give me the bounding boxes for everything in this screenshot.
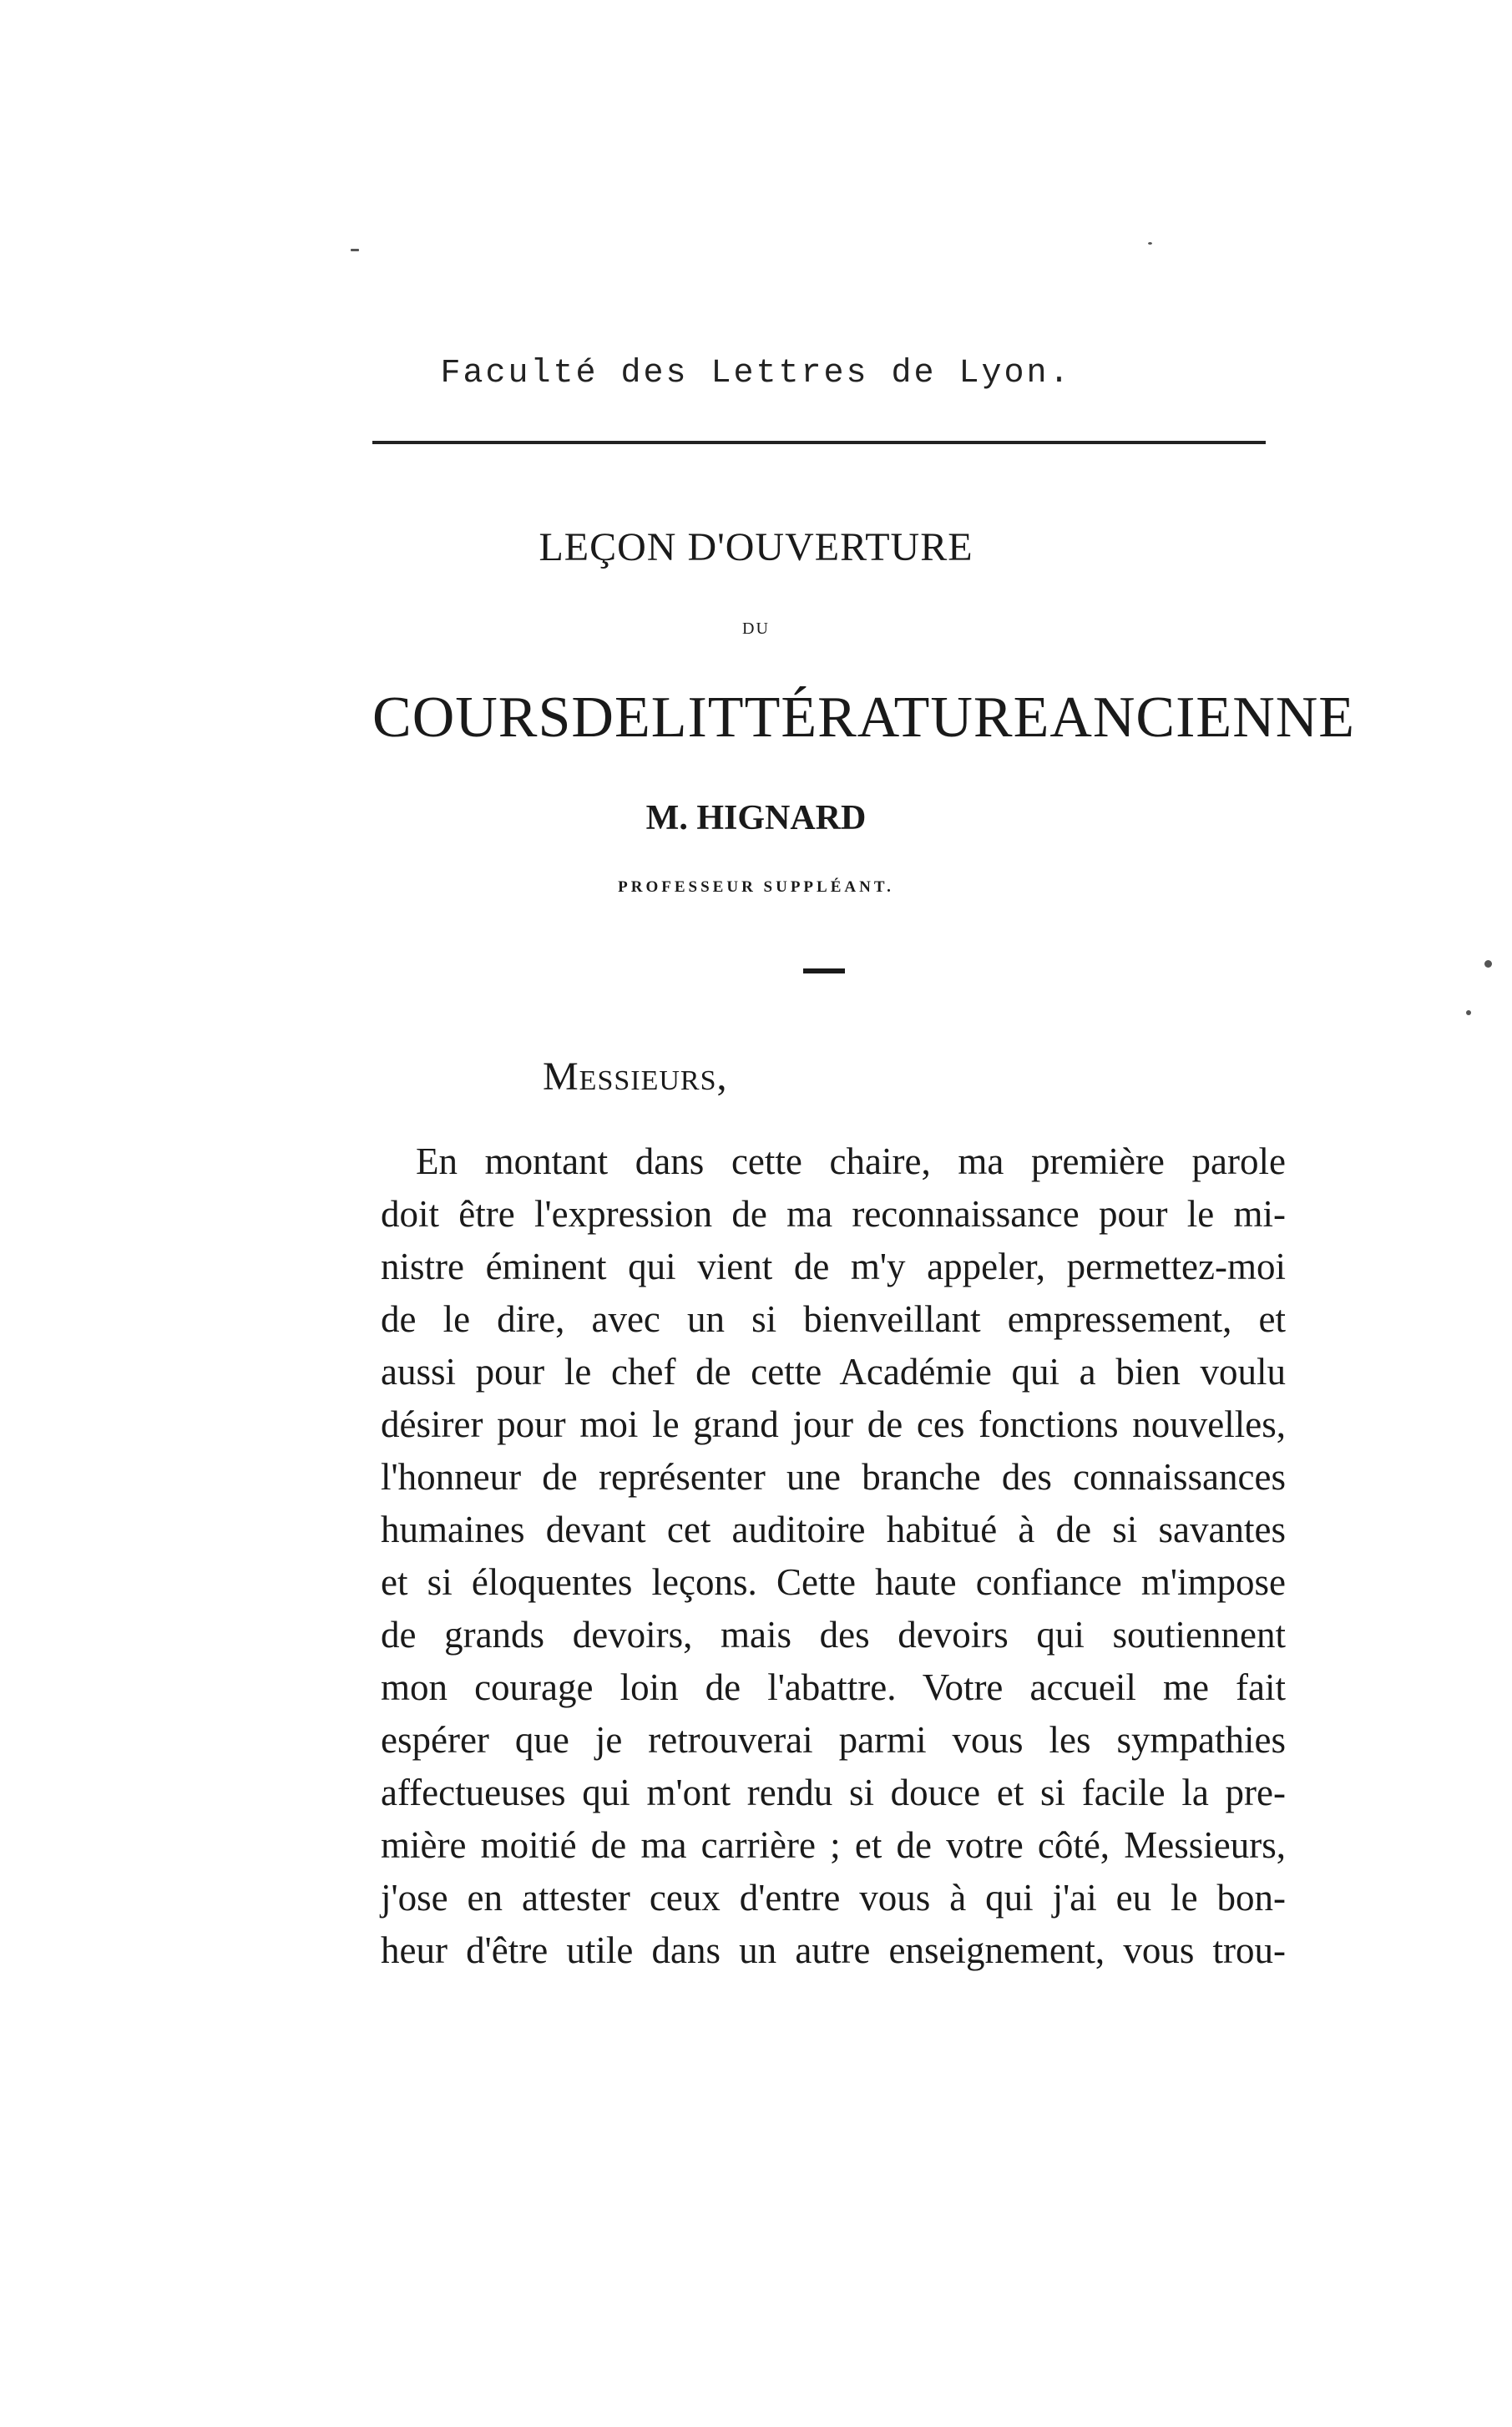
course-title-word: LITTÉRATURE	[650, 685, 1050, 750]
scan-speck	[351, 249, 359, 251]
scan-speck	[1484, 960, 1492, 968]
text-line: mière moitié de ma carrière ; et de votre côté, Messieurs,	[381, 1824, 1286, 1866]
body-paragraph	[381, 1135, 1286, 1977]
text-line: désirer pour moi le grand jour de ces fonctions nouvelles,	[381, 1403, 1286, 1445]
scan-speck	[1466, 1010, 1471, 1015]
text-line: mon courage loin de l'abattre. Votre accueil me fait	[381, 1666, 1286, 1708]
text-line: l'honneur de représenter une branche des connaissances	[381, 1456, 1286, 1498]
text-line: doit être l'expression de ma reconnaissance pour le mi-	[381, 1193, 1286, 1235]
title-connector: DU	[742, 619, 770, 638]
course-title-word: DE	[571, 685, 651, 750]
text-line: j'ose en attester ceux d'entre vous à qui j'ai eu le bon-	[381, 1877, 1286, 1919]
course-title	[372, 685, 1356, 751]
lecture-title: LEÇON D'OUVERTURE	[539, 525, 973, 569]
text-line: humaines devant cet auditoire habitué à de si savantes	[381, 1509, 1286, 1550]
faculty-header: Faculté des Lettres de Lyon.	[440, 355, 1072, 392]
text-line: espérer que je retrouverai parmi vous les sympathies	[381, 1719, 1286, 1761]
text-line: de le dire, avec un si bienveillant empressement, et	[381, 1298, 1286, 1340]
text-line: En montant dans cette chaire, ma première parole	[416, 1140, 1286, 1182]
author-name: M. HIGNARD	[645, 799, 867, 837]
course-title-word: ANCIENNE	[1049, 685, 1356, 750]
course-title-word: COURS	[372, 685, 572, 750]
author-role: PROFESSEUR SUPPLÉANT.	[618, 878, 894, 896]
section-divider	[803, 968, 845, 973]
text-line: nistre éminent qui vient de m'y appeler, permettez-moi	[381, 1246, 1286, 1287]
scan-speck	[1148, 242, 1152, 245]
header-rule	[372, 441, 1266, 444]
salutation: Messieurs,	[543, 1054, 728, 1099]
text-line: et si éloquentes leçons. Cette haute confiance m'impose	[381, 1561, 1286, 1603]
text-line: aussi pour le chef de cette Académie qui a bien voulu	[381, 1351, 1286, 1393]
text-line: affectueuses qui m'ont rendu si douce et si facile la pre-	[381, 1772, 1286, 1813]
text-line: heur d'être utile dans un autre enseignement, vous trou-	[381, 1929, 1286, 1971]
text-line: de grands devoirs, mais des devoirs qui soutiennent	[381, 1614, 1286, 1656]
